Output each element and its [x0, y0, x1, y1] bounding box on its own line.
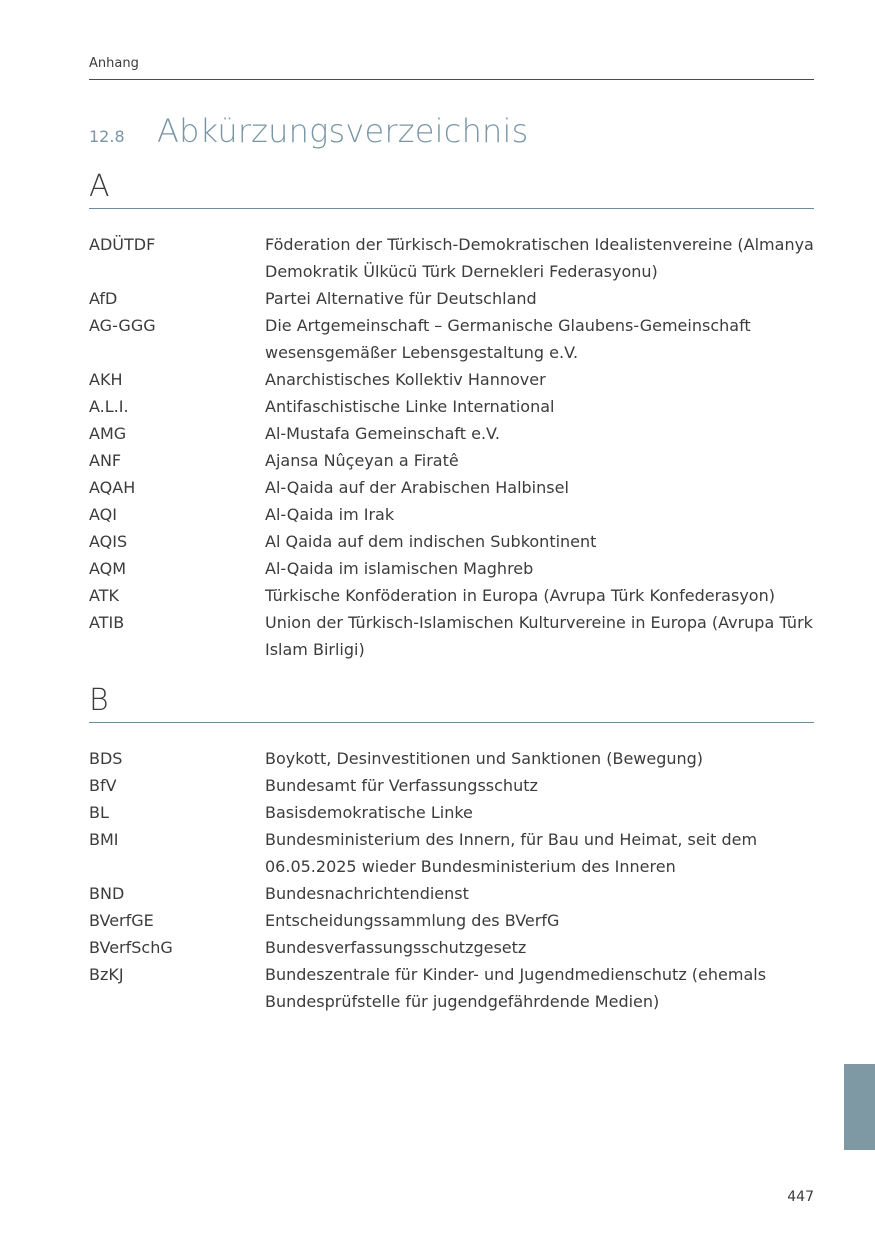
definition: Boykott, Desinvestitionen und Sanktionen (Bewegung): [265, 749, 704, 768]
definition: Bundeszentrale für Kinder- und Jugendmedienschutz (ehemals Bundesprüfstelle für jugendgefährdende Medien): [265, 965, 767, 1011]
definition: Union der Türkisch-Islamischen Kulturvereine in Europa (Avrupa Türk Islam Birligi): [265, 613, 813, 659]
list-item: [89, 474, 814, 501]
list-item: [89, 555, 814, 582]
abbreviation: BVerfGE: [89, 911, 154, 930]
abbreviation: BDS: [89, 749, 123, 768]
definition: Al-Qaida auf der Arabischen Halbinsel: [265, 478, 569, 497]
section-a: [89, 170, 814, 663]
abbreviation: AfD: [89, 289, 118, 308]
list-item: [89, 366, 814, 393]
definition: Antifaschistische Linke International: [265, 397, 555, 416]
section-b: [89, 684, 814, 1015]
header-divider: [89, 79, 814, 80]
list-item: [89, 501, 814, 528]
entry-list: [89, 231, 814, 663]
list-item: [89, 907, 814, 934]
definition: Al-Mustafa Gemeinschaft e.V.: [265, 424, 500, 443]
abbreviation: AKH: [89, 370, 123, 389]
chapter-thumb-tab: [844, 1064, 875, 1150]
list-item: [89, 447, 814, 474]
definition: Al-Qaida im Irak: [265, 505, 395, 524]
chapter-number: 12.8: [89, 127, 125, 146]
definition: Al-Qaida im islamischen Maghreb: [265, 559, 534, 578]
chapter-heading: [89, 112, 529, 156]
list-item: [89, 231, 814, 285]
abbreviation: BND: [89, 884, 125, 903]
abbreviation: A.L.I.: [89, 397, 129, 416]
definition: Partei Alternative für Deutschland: [265, 289, 537, 308]
list-item: [89, 772, 814, 799]
page-number: 447: [787, 1189, 814, 1205]
chapter-title: Abkürzungsverzeichnis: [157, 112, 529, 150]
section-letter: A: [89, 170, 814, 209]
definition: Ajansa Nûçeyan a Firatê: [265, 451, 459, 470]
list-item: [89, 799, 814, 826]
abbreviation: ANF: [89, 451, 122, 470]
list-item: [89, 528, 814, 555]
abbreviation: AG-GGG: [89, 316, 156, 335]
definition: Entscheidungssammlung des BVerfG: [265, 911, 560, 930]
list-item: [89, 961, 814, 1015]
abbreviation: BzKJ: [89, 965, 124, 984]
definition: Türkische Konföderation in Europa (Avrupa Türk Konfederasyon): [265, 586, 775, 605]
abbreviation: AQI: [89, 505, 117, 524]
list-item: [89, 285, 814, 312]
definition: Die Artgemeinschaft – Germanische Glaubens-Gemeinschaft wesensgemäßer Lebensgestaltung e.V.: [265, 316, 751, 362]
entry-list: [89, 745, 814, 1015]
definition: Anarchistisches Kollektiv Hannover: [265, 370, 546, 389]
abbreviation: BfV: [89, 776, 117, 795]
list-item: [89, 934, 814, 961]
definition: Bundesverfassungsschutzgesetz: [265, 938, 527, 957]
abbreviation: BMI: [89, 830, 119, 849]
list-item: [89, 745, 814, 772]
list-item: [89, 420, 814, 447]
abbreviation: AQM: [89, 559, 127, 578]
definition: Bundesnachrichtendienst: [265, 884, 469, 903]
abbreviation: BVerfSchG: [89, 938, 173, 957]
abbreviation: ADÜTDF: [89, 235, 156, 254]
abbreviation: AQIS: [89, 532, 128, 551]
definition: Al Qaida auf dem indischen Subkontinent: [265, 532, 597, 551]
list-item: [89, 880, 814, 907]
definition: Föderation der Türkisch-Demokratischen Idealistenvereine (Almanya Demokratik Ülkücü Türk Dernekleri Federasyonu): [265, 235, 814, 281]
abbreviation: BL: [89, 803, 109, 822]
definition: Basisdemokratische Linke: [265, 803, 473, 822]
section-letter: B: [89, 684, 814, 723]
list-item: [89, 393, 814, 420]
abbreviation: ATIB: [89, 613, 125, 632]
abbreviation: ATK: [89, 586, 119, 605]
list-item: [89, 582, 814, 609]
list-item: [89, 826, 814, 880]
list-item: [89, 609, 814, 663]
definition: Bundesministerium des Innern, für Bau und Heimat, seit dem 06.05.2025 wieder Bundesministerium des Inneren: [265, 830, 758, 876]
abbreviation: AMG: [89, 424, 127, 443]
abbreviation: AQAH: [89, 478, 136, 497]
list-item: [89, 312, 814, 366]
running-head: Anhang: [89, 56, 139, 71]
definition: Bundesamt für Verfassungsschutz: [265, 776, 538, 795]
